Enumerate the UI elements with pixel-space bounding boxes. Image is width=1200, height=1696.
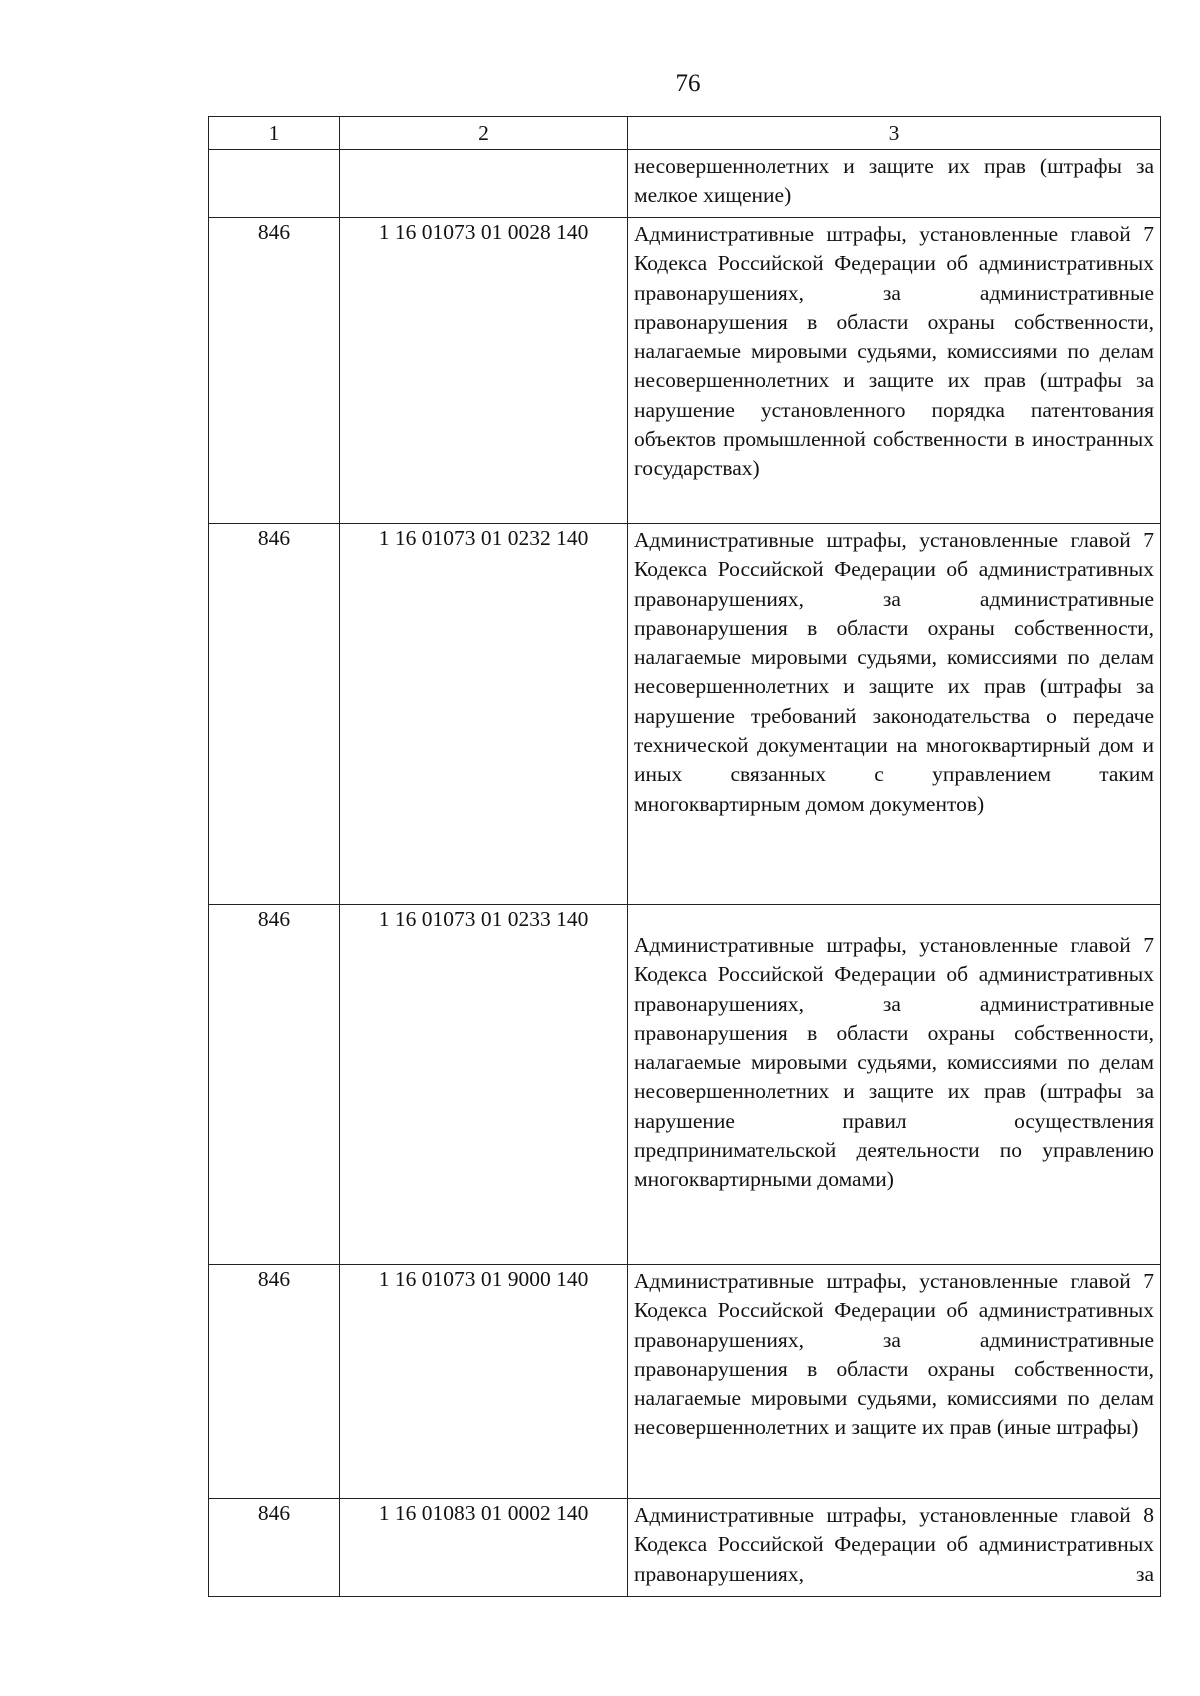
admin-code-cell: 846 [209, 1265, 340, 1499]
kbk-code-cell: 1 16 01073 01 9000 140 [340, 1265, 628, 1499]
code-cell-empty [209, 150, 340, 218]
description-text: Административные штрафы, установленные главой 7 Кодекса Российской Федерации об административных правонарушениях, за административные правонарушения в области охраны собственности, налагаемые мировыми судьями, комиссиями по делам несовершеннолетних и защите их прав (штрафы за нарушение установленного порядка патентования объектов промышленной собственности в иностранных государствах) [634, 222, 1154, 481]
admin-code-cell: 846 [209, 1499, 340, 1597]
admin-code-cell: 846 [209, 524, 340, 905]
column-header-2: 2 [340, 117, 628, 150]
kbk-code-cell: 1 16 01073 01 0232 140 [340, 524, 628, 905]
kbk-cell-empty [340, 150, 628, 218]
description-text: Административные штрафы, установленные главой 7 Кодекса Российской Федерации об административных правонарушениях, за административные правонарушения в области охраны собственности, налагаемые мировыми судьями, комиссиями по делам несовершеннолетних и защите их прав (штрафы за нарушение правил осуществления предпринимательской деятельности по управлению многоквартирными домами) [634, 933, 1154, 1192]
description-cell [628, 1265, 1161, 1499]
budget-codes-table [208, 116, 1161, 1597]
description-text: Административные штрафы, установленные главой 7 Кодекса Российской Федерации об административных правонарушениях, за административные правонарушения в области охраны собственности, налагаемые мировыми судьями, комиссиями по делам несовершеннолетних и защите их прав (иные штрафы) [634, 1269, 1154, 1440]
admin-code-cell: 846 [209, 905, 340, 1265]
admin-code-cell: 846 [209, 218, 340, 524]
table-row [209, 905, 1161, 1265]
kbk-code-cell: 1 16 01083 01 0002 140 [340, 1499, 628, 1597]
kbk-code-cell: 1 16 01073 01 0028 140 [340, 218, 628, 524]
description-cell [628, 1499, 1161, 1597]
description-cell [628, 150, 1161, 218]
table-row [209, 1265, 1161, 1499]
description-cell [628, 524, 1161, 905]
table-row [209, 218, 1161, 524]
description-cell [628, 218, 1161, 524]
description-text: несовершеннолетних и защите их прав (штрафы за мелкое хищение) [634, 154, 1154, 208]
description-cell [628, 905, 1161, 1265]
column-header-3: 3 [628, 117, 1161, 150]
kbk-code-cell: 1 16 01073 01 0233 140 [340, 905, 628, 1265]
table-header-row [209, 117, 1161, 150]
column-header-1: 1 [209, 117, 340, 150]
table-row-continuation [209, 150, 1161, 218]
table-row [209, 1499, 1161, 1597]
page-number: 76 [675, 70, 701, 97]
description-text: Административные штрафы, установленные главой 7 Кодекса Российской Федерации об административных правонарушениях, за административные правонарушения в области охраны собственности, налагаемые мировыми судьями, комиссиями по делам несовершеннолетних и защите их прав (штрафы за нарушение требований законодательства о передаче технической документации на многоквартирный дом и иных связанных с управлением таким многоквартирным домом документов) [634, 528, 1154, 816]
table-row [209, 524, 1161, 905]
description-text: Административные штрафы, установленные главой 8 Кодекса Российской Федерации об административных правонарушениях, за [634, 1503, 1154, 1586]
